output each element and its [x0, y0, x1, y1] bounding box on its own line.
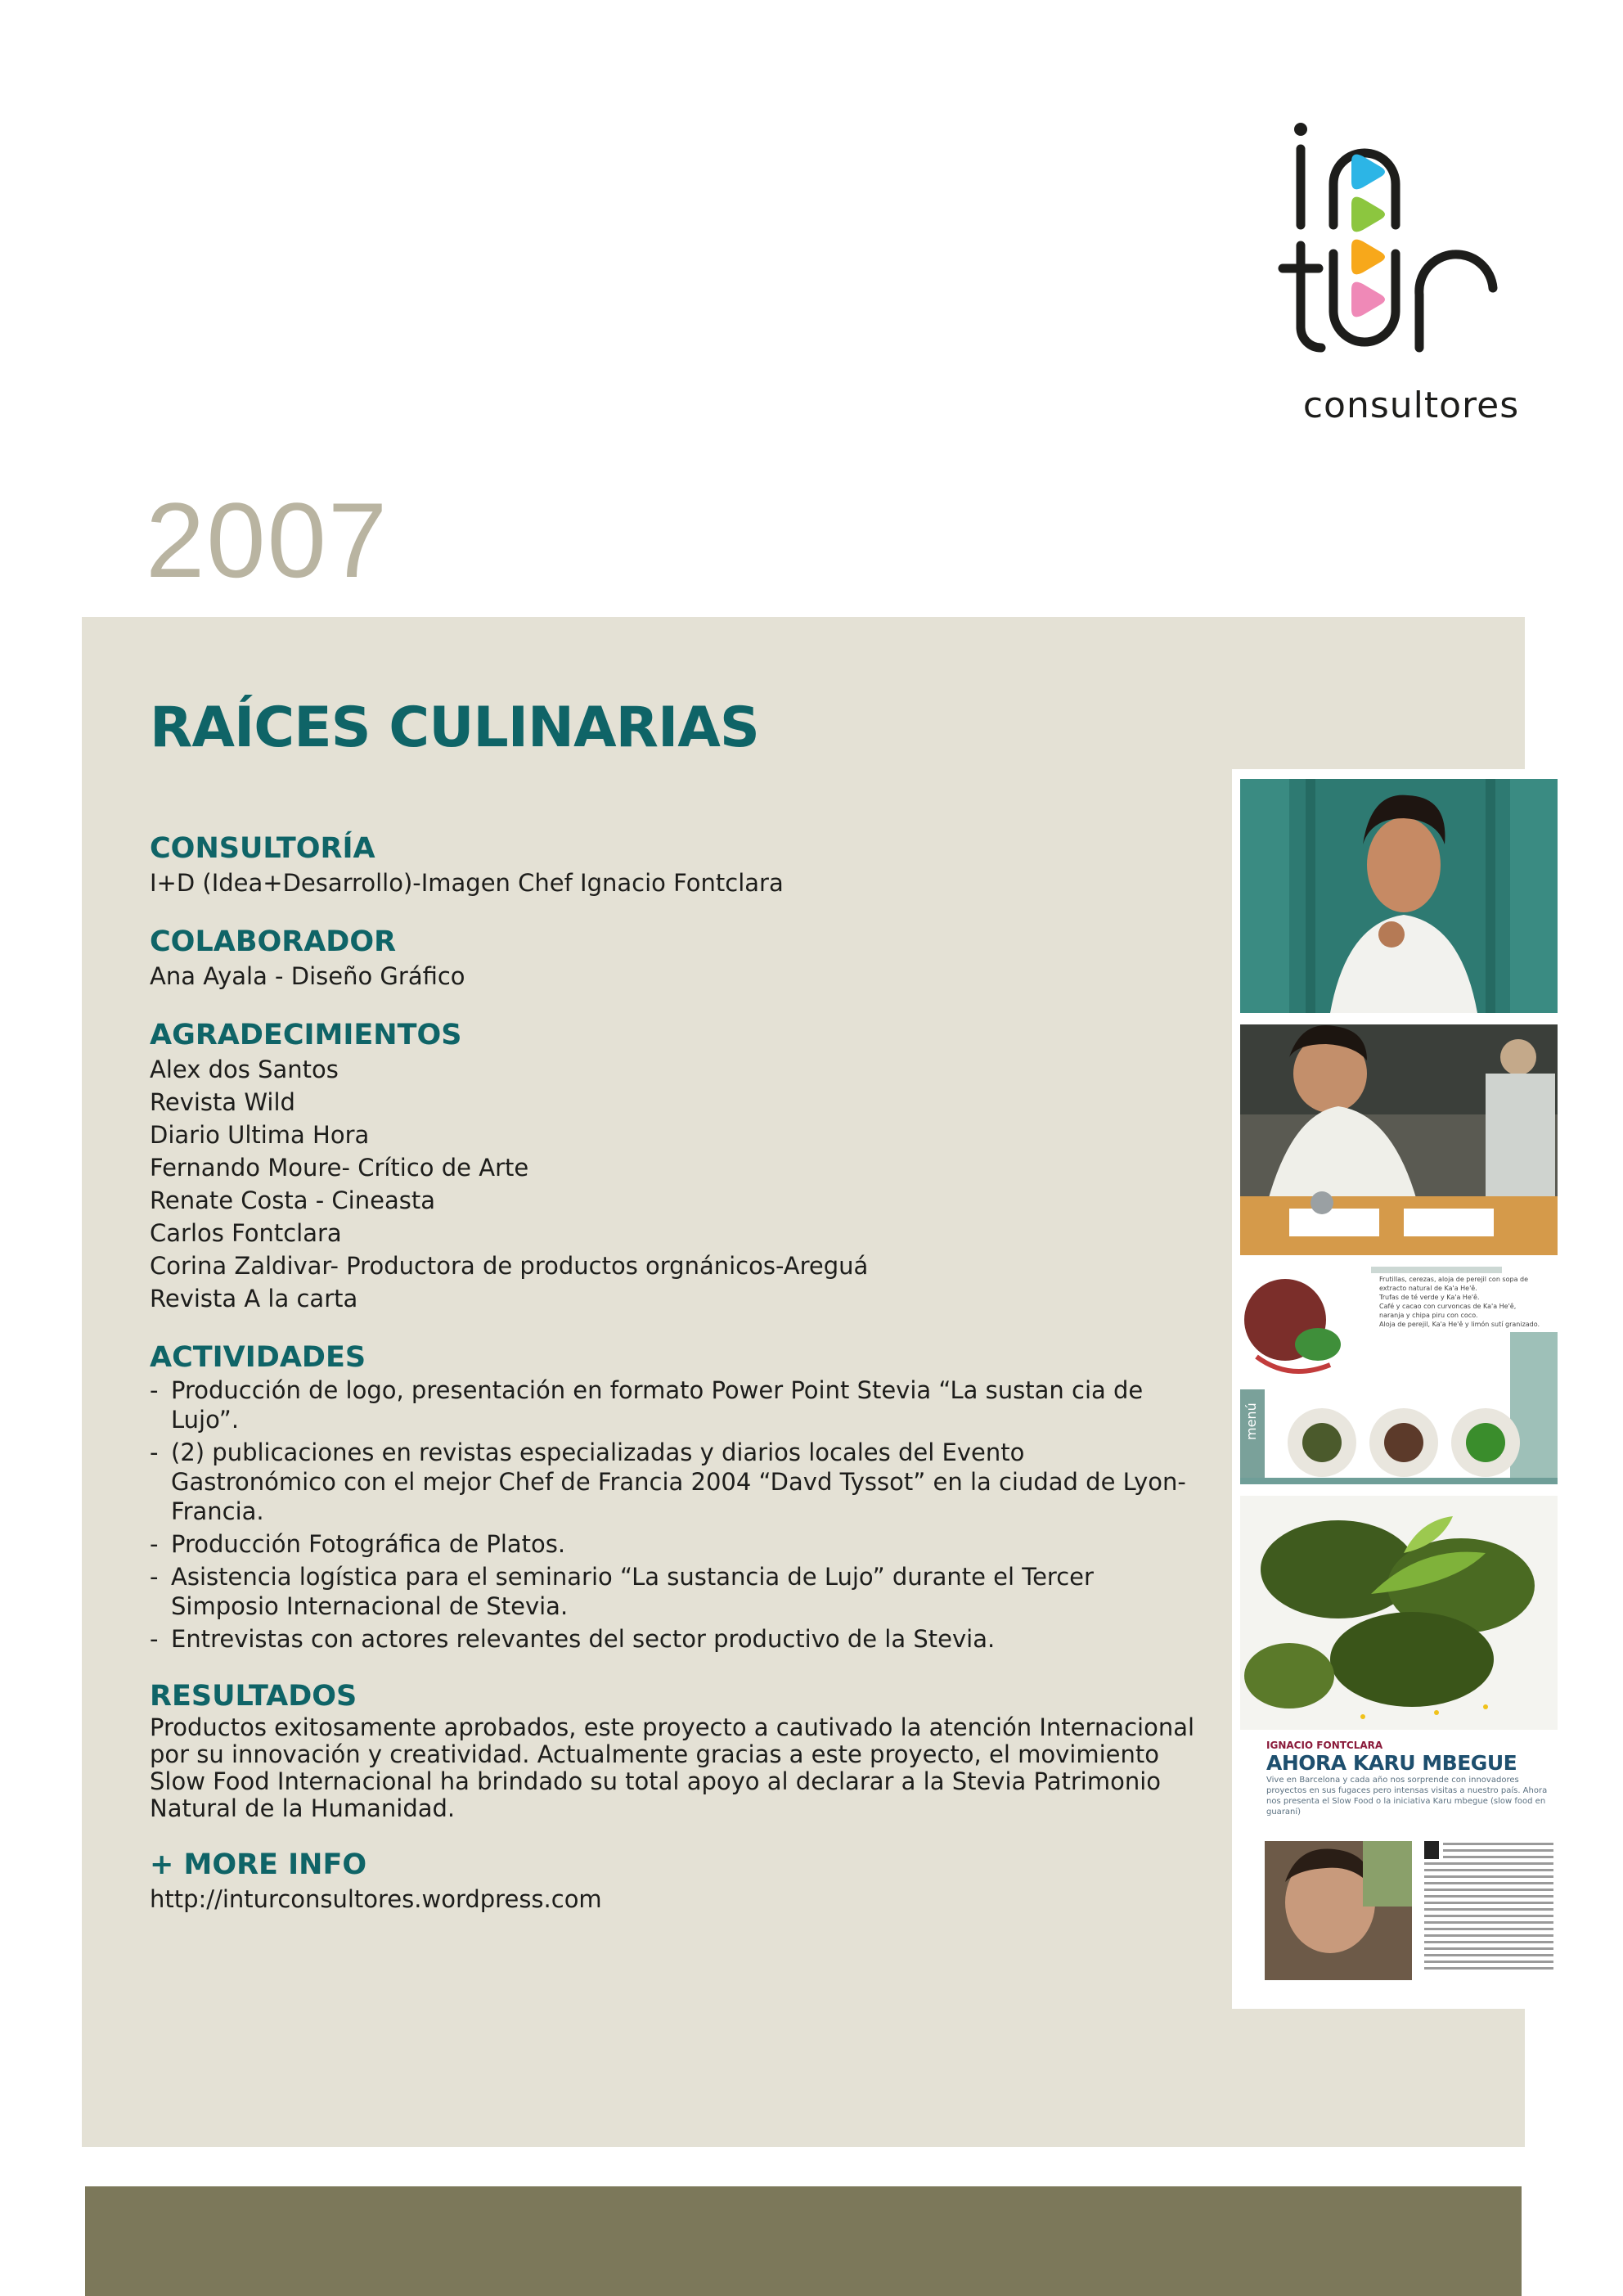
footer-band — [85, 2186, 1522, 2296]
list-item: Carlos Fontclara — [150, 1219, 342, 1247]
project-title: RAÍCES CULINARIAS — [150, 696, 759, 760]
magazine-subtitle: Vive en Barcelona y cada año nos sorprende con innovadores proyectos en sus fugaces pero intensas visitas a nuestro país. Ahora nos presenta el Slow Food o la iniciativa Karu mbegue (slow food en guaraní) — [1266, 1776, 1548, 1817]
menu-item: Aloja de perejil, Ka'a He'ê y limón sutí granizado. — [1379, 1321, 1540, 1328]
chef-portrait-image — [1240, 779, 1558, 1013]
resultados-text: Productos exitosamente aprobados, este proyecto a cautivado la atención Internacional por su innovación y creatividad. Actualmente gracias a este proyecto, el movimiento Slow Food Internacional ha brindado su total apoyo al declarar a la Stevia Patrimonio Natural de la Humanidad. — [150, 1713, 1195, 1822]
section-more-info — [150, 1847, 1197, 1916]
section-actividades — [150, 1339, 1197, 1654]
intur-logo — [1276, 90, 1538, 434]
section-consultoria — [150, 831, 1197, 899]
list-item: Revista Wild — [150, 1088, 295, 1116]
more-info-heading: + MORE INFO — [150, 1848, 367, 1881]
menu-label: menú — [1243, 1402, 1259, 1440]
actividades-list — [150, 1375, 1197, 1654]
list-item: - Entrevistas con actores relevantes del sector productivo de la Stevia. — [150, 1624, 1197, 1654]
colaborador-text: Ana Ayala - Diseño Gráfico — [150, 962, 465, 990]
list-item: Alex dos Santos — [150, 1056, 339, 1083]
menu-item: Café y cacao con curvoncas de Ka'a He'ê, naranja y chipa piru con coco. — [1379, 1303, 1517, 1319]
stevia-dish-image — [1240, 1496, 1558, 1730]
list-item: - Producción Fotográfica de Platos. — [150, 1529, 1197, 1559]
more-info-link[interactable]: http://inturconsultores.wordpress.com — [150, 1885, 602, 1913]
resultados-heading: RESULTADOS — [150, 1680, 357, 1713]
section-colaborador — [150, 924, 1197, 993]
colaborador-heading: COLABORADOR — [150, 925, 397, 958]
menu-item: Frutillas, cerezas, aloja de perejil con sopa de extracto natural de Ka'a He'ê. — [1379, 1276, 1529, 1292]
consultoria-text: I+D (Idea+Desarrollo)-Imagen Chef Ignacio Fontclara — [150, 869, 784, 897]
section-resultados — [150, 1678, 1197, 1822]
agradecimientos-heading: AGRADECIMIENTOS — [150, 1019, 462, 1051]
magazine-article-body-image — [1240, 1833, 1558, 1997]
section-agradecimientos — [150, 1017, 1197, 1315]
project-details — [150, 831, 1197, 1940]
list-item: Corina Zaldivar- Productora de productos orgnánicos-Areguá — [150, 1252, 869, 1280]
logo-dots-icon — [1351, 155, 1385, 317]
list-item: - (2) publicaciones en revistas especializadas y diarios locales del Evento Gastronómico con el mejor Chef de Francia 2004 “Davd Tyssot” en la ciudad de Lyon- Francia. — [150, 1438, 1197, 1526]
logo-caption: consultores — [1302, 385, 1520, 426]
agradecimientos-list — [150, 1053, 1197, 1315]
list-item: Revista A la carta — [150, 1285, 358, 1312]
magazine-headline: AHORA KARU MBEGUE — [1266, 1751, 1517, 1775]
menu-list — [1379, 1275, 1543, 1329]
magazine-article-header — [1240, 1740, 1558, 1830]
chef-plating-image — [1240, 1024, 1558, 1255]
consultoria-heading: CONSULTORÍA — [150, 832, 375, 865]
list-item: - Producción de logo, presentación en formato Power Point Stevia “La sustan cia de Lujo”. — [150, 1375, 1197, 1434]
list-item: Diario Ultima Hora — [150, 1121, 370, 1149]
actividades-heading: ACTIVIDADES — [150, 1341, 366, 1374]
list-item: - Asistencia logística para el seminario “La sustancia de Lujo” durante el Tercer Simposio Internacional de Stevia. — [150, 1562, 1197, 1621]
press-collage — [1232, 769, 1559, 2009]
list-item: Fernando Moure- Crítico de Arte — [150, 1154, 529, 1182]
magazine-kicker: IGNACIO FONTCLARA — [1266, 1740, 1383, 1751]
year-heading: 2007 — [146, 480, 389, 600]
list-item: Renate Costa - Cineasta — [150, 1186, 435, 1214]
menu-item: Trufas de té verde y Ka'a He'ê. — [1379, 1294, 1480, 1301]
